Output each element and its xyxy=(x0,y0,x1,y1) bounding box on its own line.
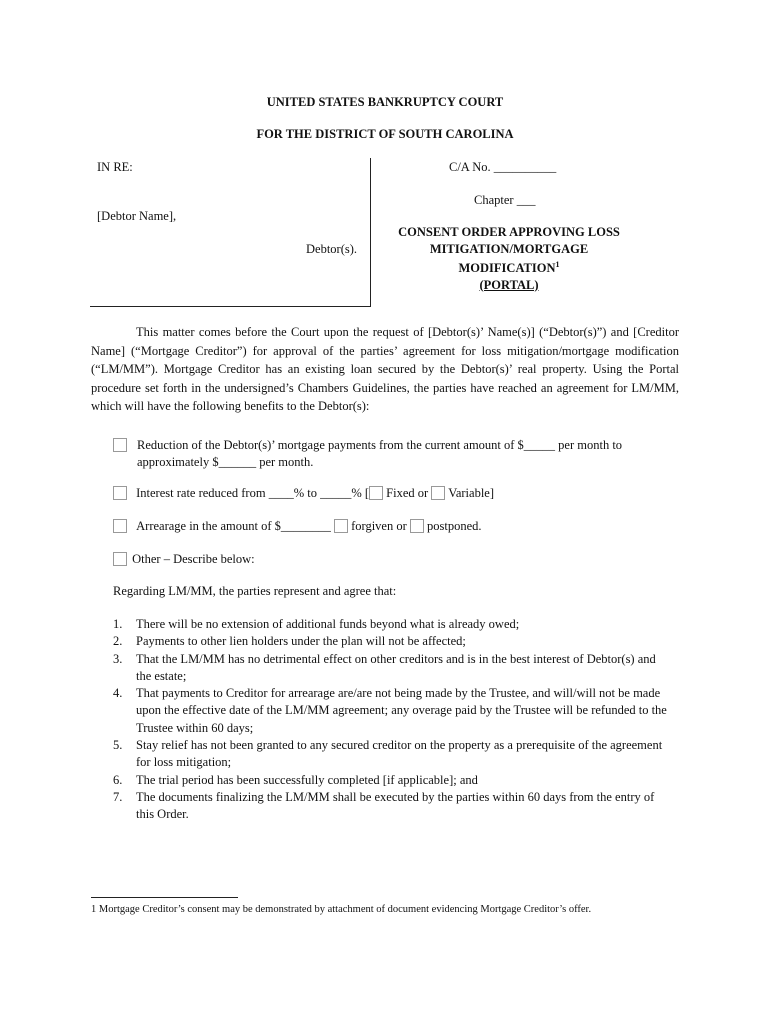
postponed-checkbox[interactable] xyxy=(410,519,424,533)
caption-box xyxy=(90,158,371,307)
list-item xyxy=(113,651,668,686)
other-checkbox[interactable] xyxy=(113,552,127,566)
option-reduction xyxy=(113,437,683,471)
item-number: 4. xyxy=(113,686,123,701)
item-number: 6. xyxy=(113,772,123,787)
reduction-checkbox[interactable] xyxy=(113,438,127,452)
list-item xyxy=(113,633,668,650)
other-text: Other – Describe below: xyxy=(132,552,255,566)
title-line-4: (PORTAL) xyxy=(479,277,539,292)
court-name: UNITED STATES BANKRUPTCY COURT xyxy=(266,95,504,109)
item-text: The documents finalizing the LM/MM shall be executed by the parties within 60 days from the entry of this Order. xyxy=(136,789,655,822)
arrearage-checkbox[interactable] xyxy=(113,519,127,533)
list-item xyxy=(113,685,668,737)
fixed-label: Fixed or xyxy=(386,486,429,500)
terms-list xyxy=(113,616,668,824)
title-line-1: CONSENT ORDER APPROVING LOSS xyxy=(398,225,620,239)
forgiven-checkbox[interactable] xyxy=(334,519,348,533)
list-item xyxy=(113,772,668,789)
item-number: 3. xyxy=(113,651,123,666)
interest-checkbox[interactable] xyxy=(113,486,127,500)
regarding-text: Regarding LM/MM, the parties represent and agree that: xyxy=(113,584,397,598)
option-other xyxy=(113,551,683,568)
footnote-divider xyxy=(91,897,238,898)
title-line-3: MODIFICATION xyxy=(458,261,556,276)
reduction-text: Reduction of the Debtor(s)’ mortgage payments from the current amount of $_____ per month to approximately $______ per month. xyxy=(137,438,623,469)
district-name: FOR THE DISTRICT OF SOUTH CAROLINA xyxy=(256,127,514,141)
option-interest xyxy=(113,485,683,502)
item-text: Payments to other lien holders under the plan will not be affected; xyxy=(136,634,466,649)
variable-label: Variable] xyxy=(448,486,495,500)
list-item xyxy=(113,789,668,824)
variable-checkbox[interactable] xyxy=(431,486,445,500)
item-number: 5. xyxy=(113,738,123,753)
arrearage-text: Arrearage in the amount of $________ xyxy=(136,519,331,533)
postponed-label: postponed. xyxy=(427,519,482,533)
in-re-label: IN RE: xyxy=(97,160,133,174)
item-number: 7. xyxy=(113,789,123,804)
debtor-name: [Debtor Name], xyxy=(97,209,177,223)
footnote-reference: 1 xyxy=(555,260,560,269)
fixed-checkbox[interactable] xyxy=(369,486,383,500)
intro-paragraph: This matter comes before the Court upon the request of [Debtor(s)’ Name(s)] (“Debtor(s)”) and [Creditor Name] (“Mortgage Creditor”) for approval of the parties’ agreement for loss mitigation/mortgage modification (“LM/MM”). Mortgage Creditor has an existing loan secured by the Debtor(s)’ real property. Using the Portal procedure set forth in the undersigned’s Chambers Guidelines, the parties have reached an agreement for LM/MM, which will have the following benefits to the Debtor(s): xyxy=(91,325,679,413)
case-number: C/A No. __________ xyxy=(449,160,557,174)
item-text: That the LM/MM has no detrimental effect on other creditors and is in the best interest of Debtor(s) and the estate; xyxy=(136,651,656,683)
chapter-number: Chapter ___ xyxy=(474,193,536,207)
item-text: There will be no extension of additional funds beyond what is already owed; xyxy=(136,617,520,631)
forgiven-label: forgiven or xyxy=(351,519,407,533)
option-arrearage xyxy=(113,518,683,535)
item-text: That payments to Creditor for arrearage are/are not being made by the Trustee, and will/will not be made upon the effective date of the LM/MM agreement; any overage paid by the Trustee will be refunded to the Trustee within 60 days; xyxy=(136,686,667,735)
item-number: 1. xyxy=(113,617,123,631)
item-text: The trial period has been successfully completed [if applicable]; and xyxy=(136,772,478,787)
title-line-2: MITIGATION/MORTGAGE xyxy=(429,241,589,256)
item-number: 2. xyxy=(113,634,123,649)
item-text: Stay relief has not been granted to any secured creditor on the property as a prerequisite of the agreement for loss mitigation; xyxy=(136,738,663,770)
list-item xyxy=(113,737,668,772)
footnote-text: 1 Mortgage Creditor’s consent may be demonstrated by attachment of document evidencing Mortgage Creditor’s offer. xyxy=(91,904,592,915)
interest-text: Interest rate reduced from ____% to _____% [ xyxy=(136,486,370,500)
debtors-label: Debtor(s). xyxy=(306,242,358,256)
list-item xyxy=(113,616,668,633)
document-title xyxy=(378,224,640,293)
